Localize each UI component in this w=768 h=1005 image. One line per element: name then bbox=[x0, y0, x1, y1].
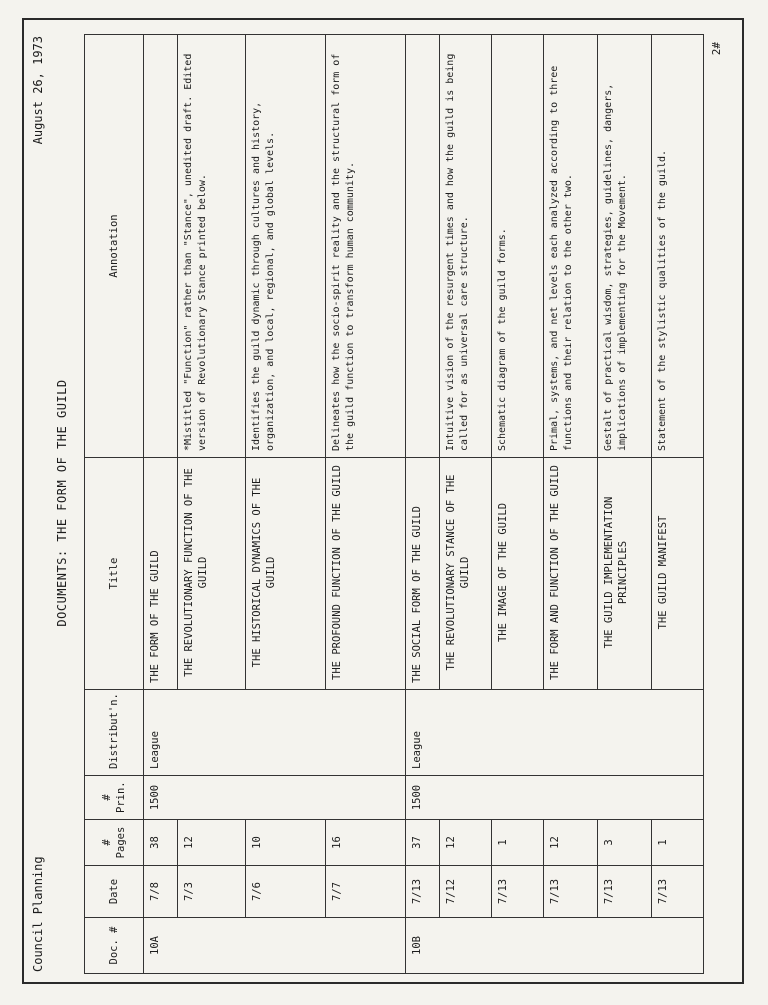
table-row bbox=[326, 35, 406, 974]
row-pages: 16 bbox=[326, 820, 406, 866]
row-annotation: Schematic diagram of the guild forms. bbox=[492, 35, 544, 458]
row-annotation bbox=[406, 35, 440, 458]
row-date: 7/3 bbox=[178, 866, 246, 918]
row-pages: 3 bbox=[598, 820, 652, 866]
page-number: 2# bbox=[710, 42, 723, 56]
table-row bbox=[492, 35, 544, 974]
row-pages: 12 bbox=[178, 820, 246, 866]
header-left: Council Planning bbox=[31, 856, 45, 972]
table-row bbox=[652, 35, 704, 974]
row-title: THE FORM AND FUNCTION OF THE GUILD bbox=[544, 458, 598, 690]
table-row bbox=[406, 35, 440, 974]
table-header-row bbox=[85, 35, 144, 974]
row-date: 7/12 bbox=[440, 866, 492, 918]
row-title: THE IMAGE OF THE GUILD bbox=[492, 458, 544, 690]
row-distribution: League bbox=[406, 690, 704, 776]
row-title: THE GUILD MANIFEST bbox=[652, 458, 704, 690]
row-prin: 1500 bbox=[406, 776, 704, 820]
row-annotation: Primal, systems, and net levels each analyzed according to three functions and their relation to the other two. bbox=[544, 35, 598, 458]
table-row bbox=[178, 35, 246, 974]
row-distribution: League bbox=[144, 690, 406, 776]
row-date: 7/13 bbox=[598, 866, 652, 918]
col-distribution: Distribut'n. bbox=[85, 690, 144, 776]
col-title: Title bbox=[85, 458, 144, 690]
row-pages: 1 bbox=[652, 820, 704, 866]
row-annotation: Identifies the guild dynamic through cultures and history, organization, and local, regional, and global levels. bbox=[246, 35, 326, 458]
row-annotation: Delineates how the socio-spirit reality and the structural form of the guild function to transform human community. bbox=[326, 35, 406, 458]
row-pages: 12 bbox=[544, 820, 598, 866]
row-title: THE HISTORICAL DYNAMICS OF THE GUILD bbox=[246, 458, 326, 690]
row-pages: 12 bbox=[440, 820, 492, 866]
row-annotation: Statement of the stylistic qualities of the guild. bbox=[652, 35, 704, 458]
col-doc: Doc. # bbox=[85, 918, 144, 974]
row-date: 7/13 bbox=[544, 866, 598, 918]
row-pages: 37 bbox=[406, 820, 440, 866]
row-date: 7/13 bbox=[652, 866, 704, 918]
row-annotation: Intuitive vision of the resurgent times and how the guild is being called for as universal care structure. bbox=[440, 35, 492, 458]
table-row bbox=[144, 35, 178, 974]
row-date: 7/13 bbox=[406, 866, 440, 918]
col-pages: # Pages bbox=[85, 820, 144, 866]
row-date: 7/6 bbox=[246, 866, 326, 918]
doc-number: 10A bbox=[144, 918, 406, 974]
row-prin: 1500 bbox=[144, 776, 406, 820]
doc-number: 10B bbox=[406, 918, 704, 974]
header-date: August 26, 1973 bbox=[31, 36, 45, 145]
row-annotation bbox=[144, 35, 178, 458]
col-prin: # Prin. bbox=[85, 776, 144, 820]
table-row bbox=[598, 35, 652, 974]
row-date: 7/7 bbox=[326, 866, 406, 918]
rotated-content bbox=[24, 20, 746, 986]
row-title: THE FORM OF THE GUILD bbox=[144, 458, 178, 690]
row-pages: 1 bbox=[492, 820, 544, 866]
document-title: DOCUMENTS: THE FORM OF THE GUILD bbox=[55, 379, 69, 627]
row-annotation: *Mistitled "Function" rather than "Stance", unedited draft. Edited version of Revolutionary Stance printed below. bbox=[178, 35, 246, 458]
row-date: 7/13 bbox=[492, 866, 544, 918]
page-frame bbox=[22, 18, 744, 984]
documents-table bbox=[84, 34, 704, 974]
table-row bbox=[440, 35, 492, 974]
row-date: 7/8 bbox=[144, 866, 178, 918]
row-title: THE SOCIAL FORM OF THE GUILD bbox=[406, 458, 440, 690]
col-annotation: Annotation bbox=[85, 35, 144, 458]
row-title: THE REVOLUTIONARY FUNCTION OF THE GUILD bbox=[178, 458, 246, 690]
table-row bbox=[544, 35, 598, 974]
row-title: THE PROFOUND FUNCTION OF THE GUILD bbox=[326, 458, 406, 690]
row-title: THE REVOLUTIONARY STANCE OF THE GUILD bbox=[440, 458, 492, 690]
row-pages: 10 bbox=[246, 820, 326, 866]
row-pages: 38 bbox=[144, 820, 178, 866]
row-annotation: Gestalt of practical wisdom, strategies, guidelines, dangers, implications of implementing for the Movement. bbox=[598, 35, 652, 458]
row-title: THE GUILD IMPLEMENTATION PRINCIPLES bbox=[598, 458, 652, 690]
col-date: Date bbox=[85, 866, 144, 918]
table-row bbox=[246, 35, 326, 974]
